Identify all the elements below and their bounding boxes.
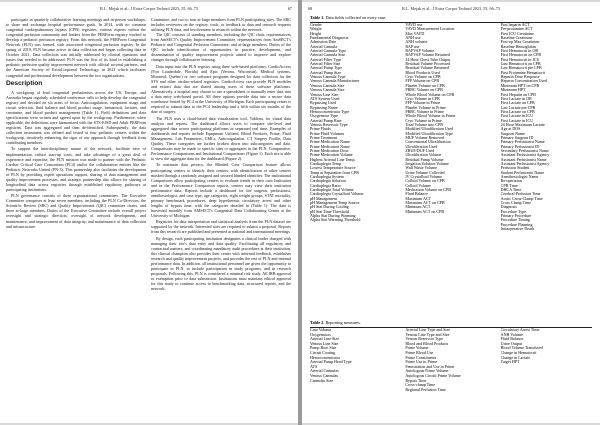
table-1-row: Cardioplegia Solution (310, 179, 346, 184)
table-1-row: Arterial Cannula Type (310, 49, 347, 54)
table-1-row: IV Crystalloid Volume (405, 175, 442, 180)
table-1-row: Cryo Volume in Prime (405, 118, 442, 123)
table-1-row: Intraoperative Death (500, 227, 535, 232)
table-2-row: Hemoconcentrator (310, 355, 341, 360)
table-1-row: Prime Treatment (310, 135, 338, 140)
table-1-row: Residual Pump Volume (405, 157, 444, 162)
table-1-row: Colloid Volume (405, 183, 431, 188)
table-1-row: First ICU Creatinine (500, 31, 534, 36)
table-1-row: Perfusion Student (500, 166, 530, 171)
table-2-row: Arterial Line Type and Size (405, 328, 451, 332)
table-1-row: RAP use (405, 44, 420, 49)
table-1-row: Minimum ACT on CPB (405, 209, 445, 214)
table-1-row: pH Management Temp Source (310, 201, 360, 206)
table-2-row: Circuit Coating (310, 350, 336, 355)
table-1-row: Minimum ACT (405, 205, 431, 210)
table-1-row: RAPVAP Volume (405, 49, 435, 54)
research-paragraph: Registries for data interpretation and statistical analysis from the PLN dataset are supported by the network. Interested sites are required to submit a proposal. Reports from this research are published and presented at national and international meetings. (151, 219, 291, 235)
table-1-row: Baseline Hemoglobin (500, 44, 536, 49)
description-paragraph-1: A workgroup of lead congenital perfusionists across the US, Europe, and Australia began regularly scheduled conference calls to help develop the congenital registry and decided on six areas of focus: Anticoagulation, equipment usage and circuit selection, fluid balance and blood product usage, hematocrit, lactates, and creatinine, and blood product management (Table 1). Field definitions and data specifications were written and agreed upon by the workgroup. Furthermore, when applicable, the definitions were harmonized with the STS-EJSD and Adult PERForm registries. Data was aggregated and then de-identified. Subsequently, the data collection instrument was refined and tested at four pediatric centers within the workgroup, iteratively enhancing the rigor of our approach through feedback from contributing members. (6, 89, 146, 146)
table-2-row: Prime Volume (405, 346, 429, 351)
data-entry-paragraph: Data input into the PLN registry using three web-based platforms: CardioAccess (Fort Lauderdale, Florida) and Epic (Verona, Wisconsin). Medical systems, Montreal, Quebec) or two software programs designed for data collection for the STS and other cardiac-related registries. CardioAccess can provide PLN modules and extract data that are shared among users of these software platforms. Alternatively, a hospital may choose to use a spreadsheet to manually enter data into a data entry web-based portal. All three options provide data into a secure data warehouse hosted by PC4 at the University of Michigan. Each participating center is required to submit data to the PC4 leadership and a fifth within six months of the date of surgery. (151, 63, 291, 115)
table-1-row: Procedure Type (500, 209, 527, 214)
table-2-row: Prime Constituents (405, 355, 437, 360)
table-2-row: Urine Output (500, 341, 523, 346)
table-1-row: Irrigation Solution Volume (405, 162, 449, 166)
table-1-row: Aortic Cross-Clamp Time (500, 196, 543, 201)
table-1-row: Last Hematocrit on CPB (500, 62, 541, 67)
table-1-row: Platelet Volume on CPB (405, 83, 445, 88)
table-1-row: Colloid Volume on CPB (405, 179, 445, 184)
left-column-1 (6, 17, 146, 230)
table-1-row: Fundamental Diagnosis (310, 36, 349, 41)
table-1-row: Prime Medication Name (310, 144, 350, 149)
left-running-head (6, 5, 292, 13)
table-1-row: Primary Perfusionist Name (500, 140, 545, 145)
table-2-row: Autologous Circuit Prime Volume (405, 373, 461, 378)
table-1-row: Arterial Pump Rate (310, 118, 342, 123)
table-1-row: Pre-protamine ACT (500, 27, 533, 32)
table-1-row: First Hematocrit in ICU (500, 57, 540, 62)
table-1-column-3 (501, 23, 592, 232)
table-1-row: Last Hematocrit pre CPB (500, 66, 542, 71)
table-1-row: Highest Arterial Line Temp. (310, 157, 356, 162)
right-page-number: 68 (308, 6, 313, 11)
table-1-row: Cardioplegia Total Volume (310, 188, 354, 193)
table-1-row: Primary Surgeon ID (500, 135, 534, 140)
table-1-row: Post heparin ACT (500, 23, 530, 27)
table-1-caption (310, 15, 592, 21)
table-1-grid (310, 23, 592, 232)
table-2-row: Venous Line Size (310, 341, 339, 346)
table-1-row: pH Stat Time Threshold (310, 209, 349, 214)
table-1-row: Re-operation (500, 179, 522, 184)
table-2-row: Pump Boot Size (310, 346, 337, 351)
table-2-row: ANH Volume (500, 332, 523, 337)
table-1-row: Maximum ACT on CPB (405, 201, 445, 206)
table-1-row: pH Stat During Cooling (310, 205, 349, 210)
table-1-row: Last Lactate pre CPB (500, 105, 536, 110)
table-1-row: Gender (310, 23, 322, 27)
table-2-row: Prime Use in Prime (405, 360, 438, 365)
table-1-row: Oxygenator Type (310, 114, 339, 119)
table-2-column-2 (405, 328, 496, 392)
table-1-row: Arterial Pump Size (310, 70, 342, 75)
right-running-head (308, 5, 594, 13)
table-1-row: PRBC Volume on CPB (405, 88, 443, 93)
table-1-row: Arterial Filter Type (310, 57, 342, 62)
table-1-row: Assistant Perfusionist Agency (500, 153, 550, 158)
table-2-row: Case Volume (310, 328, 332, 332)
table-1-row: First Lactate in OR (500, 96, 532, 101)
table-1-row: RAPVAP Volume Returned (405, 53, 450, 58)
table-2-row: Blood and Blood Products (405, 341, 449, 346)
table-1-row: ZBUF/DUF Used (405, 148, 435, 153)
table-1-row: First Hematocrit on CPB (500, 53, 542, 58)
table-1-row: Maximum ACT (405, 196, 432, 201)
table-1-row: Bypassing Used (310, 101, 337, 106)
table-1-row: Primary Perfusionist ID (500, 144, 540, 149)
table-1-row: Alpha Stat Warming Threshold (310, 218, 361, 223)
table-1-row: Primary Procedure (500, 214, 532, 219)
table-1-row: Prime Medication Name (310, 140, 350, 145)
table-1-row: First Hematocrit in OR (500, 49, 539, 54)
table-1-row: Ultrafiltration Used (405, 144, 438, 149)
table-1-row: Diagnosis (500, 205, 517, 210)
table-1-row: Total Volume into CPB (405, 122, 444, 127)
description-paragraph-2: To support the interdisciplinary nature of the network, facilitate ease of implementation, reduce start-up costs, and take advantage of a great deal of experience and expertise, the PLN mission was made to partner with the Pediatric Cardiac Critical Care Consortium (PC4) and/or the collaboration entities like the Pediatric Networks United (PN-3). This partnership also facilitates the development of PLN by providing expert operations support, sharing of data management and quality improvement processes, and strategic partnership also allows for sharing of longitudinal data across registries through established regulatory pathways at participating institutions. (6, 146, 146, 192)
table-2-row: Blood Volume Transfused (500, 346, 543, 351)
left-page (0, 2, 298, 423)
table-1-row: Arterial Cannula Size (310, 53, 346, 58)
table-1-row: Lowest Temperature Source (310, 166, 356, 171)
left-column-2 (151, 17, 291, 293)
table-1-row: First Lactate in ICU (500, 118, 534, 123)
table-2-row: Bypass Time (405, 378, 427, 383)
table-1-row: Minimum HPT (500, 88, 526, 93)
table-2-row: Regional Perfusion Time (405, 387, 446, 392)
table-2-row: Change in Lactate (500, 355, 531, 360)
table-1-row: Cardioplegia System (310, 175, 344, 180)
table-1-row: Prime Fluids (310, 127, 331, 132)
table-1-row: Weight (310, 27, 322, 32)
table-1-row: Anesthesiologist Name (500, 175, 539, 180)
left-page-number: 67 (287, 6, 292, 11)
table-1-caption-text: Data fields collected on every case. (325, 15, 387, 20)
table-1-row: ATS System Used (310, 96, 340, 101)
table-1-row: Whole Blood Volume on CPB (405, 92, 455, 97)
table-1-row: Blood Products Used (405, 70, 440, 75)
table-1-row: CPB Time (500, 183, 518, 188)
table-1-row: Hemoconcentrator Type (310, 109, 350, 114)
table-1-row: Fluid Balance (405, 192, 428, 197)
table-2-grid (310, 328, 592, 392)
table-1-row: Venous Cannula Size (310, 83, 345, 88)
table-1-row: Venous Line Size (310, 92, 339, 97)
table-2-row: Cross-clamp Time (405, 383, 436, 388)
table-1-row: Heparin Dose Response (500, 75, 540, 80)
intro-paragraph: participate in quarterly collaborative learning meetings and in-person workshops, to share and exchange hospital performance goals. In 2014, with no common congenital cardiopulmonary bypass (CPB) registries, various experts within the congenital perfusion community and leaders from the PERForm registry worked to develop a pediatric perfusion registry. From this network, the PERForm Congenital Network (PLN) was formed, with associated congenital perfusion registry. In the spring of 2019, PLN became active in data collection and began collecting data in October 2021. Data collection was initially addressed by clinical questions and issues that needed to be addressed. PLN was the first of its kind in establishing a pediatric perfusion quality improvement network with official societal partners, and the American Society of ExtraCorporeal Technology, in 2021 which facilitates congenital and professional development between the two organizations. (6, 17, 146, 78)
table-1-column-2 (405, 23, 496, 232)
table-1-row: Baseline Creatinine (500, 36, 533, 41)
table-1-row: First Heparin on CPB (500, 92, 536, 97)
table-1-row: Age at DOS (500, 127, 521, 132)
table-1-row: pH Management (310, 196, 338, 201)
left-running-title: B.L. Mejak et al.: J Extra Corpor Technol 2023, 55, 66–73 (100, 6, 198, 11)
table-1-row: 24 Hour Maximum Lactate (500, 122, 545, 127)
table-2-row: Fluid Balance (500, 337, 524, 342)
table-1-row: Platelet Volume in Prime (405, 105, 446, 110)
table-1-row: Assistant Perfusionist Name (500, 157, 547, 162)
table-1-row: Whole Blood Volume in Prime (405, 114, 456, 119)
table-1-row: Minimum HPT on CPB (500, 83, 540, 88)
table-1-row: VAVD use (405, 23, 423, 27)
table-1-row: Bypassing Name (310, 105, 338, 110)
section-heading-description: Description (6, 79, 43, 87)
table-2-row: Arterial Line Size (310, 337, 339, 342)
table-1-row: First Lactate in ICU (500, 114, 534, 119)
table-2-row: Arterial Cannulas (310, 369, 339, 374)
table-1-row: 24 Hour Chest Tube Output (405, 57, 451, 62)
table-2-row: Arterial Pump Head Type (310, 360, 352, 365)
table-1-row: Post-op Max Creatinine (500, 40, 540, 45)
table-2-row: ATS (310, 364, 318, 369)
table-2-row: Venous Cannulas (310, 373, 338, 378)
right-page (302, 2, 600, 423)
table-2-row: Change in Hematocrit (500, 350, 537, 355)
table-1-row: Temp at Separation from CPB (310, 170, 359, 175)
table-1-row: Prime Medication Volume (310, 153, 353, 158)
table-1-row: Venous Cannula Manufacturer (310, 79, 360, 84)
table-1-row: Assistant Perfusionist Agency (500, 162, 550, 166)
table-1-row: Residual Volume Returned (405, 66, 449, 71)
table-1-row: Prime Medication Dose (310, 148, 349, 153)
table-1-row: Medication Volume on CPB (405, 188, 451, 193)
description-paragraph-3: PLN governance consists of three organizational committees. The Executive Committee comprises at least seven members, including the PLN Co-Directors, the Scientific Review (SRC) and Quality Improvement (QIC) committee chairs, and three at-large members. Duties of the Executive Committee include overall project oversight and strategic direction, oversight of network development, and maintenance, and improvement of data integrity, and maintenance of data collection and infrastructure. (6, 193, 146, 229)
table-2-row: Prime Blood Use (405, 350, 434, 355)
table-1-row: Arterial Cannula (310, 44, 338, 49)
right-running-title: B.L. Mejak et al.: J Extra Corpor Technol 2023, 55, 66–73 (402, 6, 500, 11)
table-2-row: Circulatory Arrest Time (500, 328, 540, 332)
table-1-row: MUF Volume Removed (405, 135, 445, 140)
table-1-row: Modified Ultrafiltration Type (405, 131, 453, 136)
table-2-column-3 (501, 328, 592, 392)
table-1-row: Max VAVD (405, 31, 425, 36)
table-1-row: First Lactate on CPB (500, 109, 535, 114)
table-1-row: First Protamine Hematocrit (500, 70, 545, 75)
table-2-caption-text: Reporting measures. (325, 320, 361, 325)
table-1-row: Cardioplegia Ratio (310, 183, 341, 188)
table-1-row: Procedure Timing (500, 218, 530, 223)
table-1-row: Admission Date (310, 40, 337, 45)
table-2-row: Autologous Prime Volume (405, 369, 449, 374)
table-1-row: Cross Clamp Time (500, 201, 532, 206)
table-1-row: Ultrafiltration Volume (405, 153, 442, 158)
table-1-row: Prime Fluid Volumes (310, 131, 345, 136)
table-2-row: Oxygenators (310, 332, 331, 337)
table-1-row: Urine Volume Collected (405, 170, 445, 175)
table-1-row: PRBC Volume in Prime (405, 109, 444, 114)
table-1-row: Cryo Volume in CPB (405, 96, 440, 101)
table-1-row: Student Perfusionist Name (500, 170, 545, 175)
table-1-row: Heparin Concentration Used (500, 79, 547, 84)
table-1-row: First Lactate on CPB (500, 101, 535, 106)
table-1-caption-label: Table 1. (310, 15, 325, 20)
table-1-row: Modified Ultrafiltration Used (405, 127, 454, 132)
table-1-row: ANH use (405, 36, 421, 41)
table-1-row: Venous Cannula Type (310, 75, 346, 80)
table-1-row: Venous Reservoir Type (310, 122, 348, 127)
table-1-row: Wall Waste Volume (405, 166, 438, 171)
table-2-row: Fenestration and Use in Prime (405, 364, 455, 369)
table-1-row: Cardioplegia Temp (310, 162, 341, 166)
table-1-row: FFP Volume in Prime (405, 101, 441, 106)
table-2-row: Venous Reservoir Type (405, 337, 443, 342)
table-2-row: Cannulas Size (310, 378, 334, 383)
table-1-row: Procedure Planning (500, 222, 533, 227)
table-1-row: Arterial Pump Type (310, 66, 343, 71)
table-1-row: Cryo Volume on CPB (405, 75, 441, 80)
table-2 (310, 320, 592, 392)
table-1-row: DHCA Time (500, 188, 522, 193)
table-1-row: Cardioplegia Crystalloid Volume (310, 192, 364, 197)
table-1-row: Cerebral Perfusion Time (500, 192, 541, 197)
table-2-caption-label: Table 2. (310, 320, 325, 325)
table-1-row: ANH volume (405, 40, 428, 45)
table-1-row: Venous Cannula Size (310, 88, 345, 93)
table-2-caption (310, 320, 592, 326)
table-2-row: Venous Line Type and Size (405, 332, 450, 337)
table-1-row: Surgeon Name (500, 131, 525, 136)
dashboard-paragraph: The PLN uses a cloud-based data visualization tool, Tableau, for visual data analysis and reports. The dashboard allows users to compare site-level and aggregated data across participating platforms in separated real time. Examples of dashboards and reports include Equipment Utilized, Blood Products, Prime, Fluid Management, Lab Parameters, CMLs, Anticoagulation, CT Surgery Profile, Data Quality. These categories are further broken down into subcategories and data. Comparisons may be made to specific sites or aggregates in the PLN. Comparative, Performance Comparisons and Institutional Comparisons (Figure 1). Each site is able to view the aggregate data for the dashboard (Figure 2). (151, 115, 291, 162)
table-1-row: Arterial Filter Size (310, 62, 341, 67)
table-1 (310, 15, 592, 232)
table-1-row: Residual Volume Processed (405, 62, 451, 67)
table-2-row: Target HPT (500, 360, 520, 365)
table-1-row: Alpha Stat During Warming (310, 214, 356, 219)
table-1-column-1 (310, 23, 401, 232)
table-1-row: Height (310, 31, 322, 36)
table-1-row: Secondary Perfusionist Name (500, 148, 549, 153)
table-1-row: VAVD Measurement Location (405, 27, 455, 32)
table-2-column-1 (310, 328, 401, 392)
qic-paragraph: The QIC consists of standing members, including the QIC chair, representatives from AmSECT's Quality Improvement Committee, representatives from AmSECT's Pediatric and Congenital Perfusion Committee, and at-large members. Duties of the QIC include identification of opportunities in practice, development, and dissemination of quality improvement projects aimed to improve and explore changes through collaborative learning. (151, 32, 291, 63)
committee-paragraph: Committee, and two to four at-large members from PLN participating sites. The SRC includes reviewers on the registry, track, or feedback to data and research requests utilizing PLN data, and involvement in research within the network. (151, 17, 291, 33)
table-1-row: Conventional Ultrafiltration (405, 140, 451, 145)
table-1-row: FFP Volume on CPB (405, 79, 440, 84)
privacy-paragraph: To maintain data privacy, the Blinded Case Comparison feature allows participating centers to identify their centers, with identification of other centers masked through a randomly assigned and secured blinded identifier. The institutional Comparisons allow participating centers to evaluate trends in their own Institution and in the Performance Comparison reports, centers may view their institution performance data. Reports include a dashboard for the surgeon, perfusionist, anesthesiologist, and case type, age categories, eight weight groups, STAT mortality, primary benchmark procedures, deep hypothermic circulatory arrest and other lengths of bypass time, with the categories detailed in (Table 1). The data is harvested monthly from AMSECT's Congenital Data Collaborating Center at the University of Michigan. (151, 162, 291, 218)
clinical-leader-paragraph: By design, each participating institution designates a clinical leader charged with managing their site's data entry and data quality. Facilitating all regulatory and contractual matters, and coordinating mandatory audit procedures at their institution, this clinical champion also provides their center with informal feedback, establishes research and quality improvement projects, and provides the rest of PLN and internal performance data. In addition, all institutional personnel are given the opportunity to participate in PLN, to include participation in study programs, and in research proposals. Following this, PLN is considered a minimal risk study. All IRB approval or exemption prior to data submission. Institutions must maintain ethical approval for this study to continue access to benchmarking data, structured reports, and the network. (151, 235, 291, 292)
